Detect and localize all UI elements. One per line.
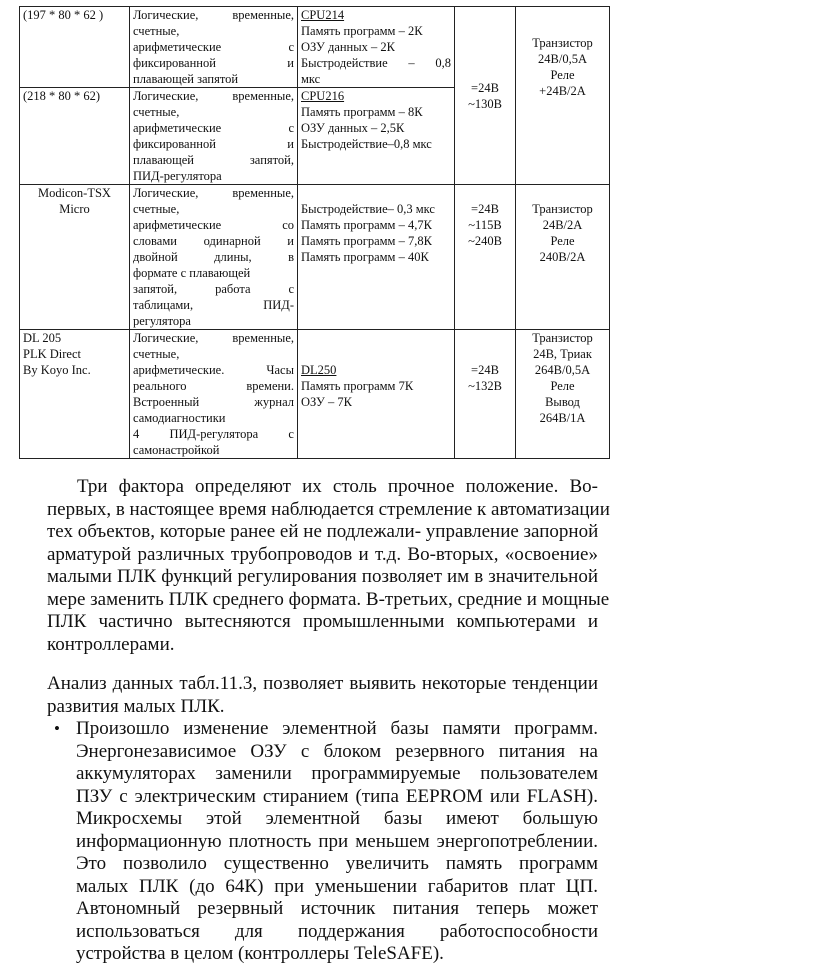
paragraph-line: Анализ данных табл.11.3, позволяет выявить некоторые тенденции xyxy=(47,673,598,694)
functions-line: фиксированной и xyxy=(133,137,294,151)
output-line: 24В/0,5А xyxy=(538,52,587,66)
bullet-line: информационную плотность при меньшем энергопотреблении. xyxy=(76,830,598,852)
cpu-line: Память программ – 7,8К xyxy=(301,234,432,248)
functions-line: регулятора xyxy=(133,314,191,328)
output-line: 240В/2А xyxy=(539,250,586,264)
functions-line: словами одинарной и xyxy=(133,234,294,248)
output-line: Реле xyxy=(550,68,575,82)
output-line: 24В/2А xyxy=(542,218,583,232)
cpu-line: ОЗУ данных – 2,5К xyxy=(301,121,405,135)
functions-line: арифметические со xyxy=(133,218,294,232)
power-cell xyxy=(455,185,516,330)
paragraph-analysis xyxy=(47,673,598,718)
functions-line: Логические, временные, xyxy=(133,186,294,200)
paragraph-line: первых, в настоящее время наблюдается стремление к автоматизации xyxy=(47,498,610,520)
model-line: Modicon-TSX xyxy=(38,186,111,200)
cpu-line: Быстродействие– 0,3 мкс xyxy=(301,202,435,216)
paragraph-line: ПЛК частично вытесняются промышленными компьютерами и xyxy=(47,611,598,632)
plc-spec-table xyxy=(19,6,610,459)
functions-line: формате с плавающей xyxy=(133,266,251,280)
bullet-line: использоваться для поддержания работоспособности xyxy=(76,920,598,942)
output-line: Транзистор xyxy=(532,331,593,345)
functions-line: реального времени. xyxy=(133,379,294,393)
paragraph-line: малыми ПЛК функций регулирования позволяет им в значительной xyxy=(47,566,598,587)
functions-line: счетные, xyxy=(133,24,180,38)
paragraph-line: тех объектов, которые ранее ей не подлежали- управление запорной xyxy=(47,521,599,542)
model-line: Micro xyxy=(59,202,90,216)
functions-line: таблицами, ПИД- xyxy=(133,298,294,312)
paragraph-line: арматурой различных трубопроводов и т.д. Во-вторых, «освоение» xyxy=(47,543,598,565)
functions-cell xyxy=(130,7,298,88)
table-row xyxy=(20,7,610,88)
functions-line: Логические, временные, xyxy=(133,8,294,22)
power-cell xyxy=(455,7,516,185)
cpu-name: DL250 xyxy=(301,363,337,377)
functions-line: арифметические с xyxy=(133,121,294,135)
bullet-line: ПЗУ с электрическим стиранием (типа EEPROM или FLASH). xyxy=(76,785,598,807)
bullet-line: Произошло изменение элементной базы памяти программ. xyxy=(76,718,598,739)
cpu-name: CPU216 xyxy=(301,89,345,103)
cpu-line: ОЗУ – 7К xyxy=(301,395,352,409)
bullet-line: Энергонезависимое ОЗУ с блоком резервного питания на xyxy=(76,740,598,762)
cpu-line: Быстродействие–0,8 мкс xyxy=(301,137,432,151)
functions-cell xyxy=(130,185,298,330)
functions-line: Логические, временные, xyxy=(133,89,294,103)
bullet-text xyxy=(76,718,598,966)
power-line: =24В xyxy=(471,202,499,216)
model-cell xyxy=(20,7,130,88)
output-line: Транзистор xyxy=(532,36,593,50)
table-row xyxy=(20,185,610,330)
power-cell xyxy=(455,330,516,459)
functions-line: арифметические. Часы xyxy=(133,363,294,377)
model-line: (218 * 80 * 62) xyxy=(23,89,101,103)
output-line: 264В/0,5А xyxy=(534,363,591,377)
bullet-line: аккумуляторах заменили программируемые пользователем xyxy=(76,763,598,784)
model-line: (197 * 80 * 62 ) xyxy=(23,8,104,22)
output-cell xyxy=(516,185,610,330)
functions-line: запятой, работа с xyxy=(133,282,294,296)
cpu-line: Память программ – 4,7К xyxy=(301,218,432,232)
model-line: PLK Direct xyxy=(23,347,81,361)
cpu-line: мкс xyxy=(301,72,321,86)
functions-cell xyxy=(130,88,298,185)
cpu-name: CPU214 xyxy=(301,8,345,22)
model-cell xyxy=(20,330,130,459)
bullet-line: Микросхемы этой элементной базы имеют большую xyxy=(76,808,598,829)
bullet-line: малых ПЛК (до 64К) при уменьшении габаритов плат ЦП. xyxy=(76,875,598,897)
paragraph-line: развития малых ПЛК. xyxy=(47,695,225,717)
functions-cell xyxy=(130,330,298,459)
output-line: Вывод xyxy=(545,395,580,409)
output-cell xyxy=(516,7,610,185)
output-line: 264В/1А xyxy=(539,411,586,425)
power-line: ~240В xyxy=(468,234,502,248)
output-line: 24В, Триак xyxy=(533,347,592,361)
bullet-line: Это позволило существенно увеличить память программ xyxy=(76,853,598,874)
functions-line: ПИД-регулятора xyxy=(133,169,222,183)
output-line: Реле xyxy=(550,379,575,393)
power-line: =24В xyxy=(471,80,499,95)
output-line: Транзистор xyxy=(532,202,593,216)
functions-line: самодиагностики xyxy=(133,411,226,425)
paragraph-line: контроллерами. xyxy=(47,633,175,655)
functions-line: плавающей запятой, xyxy=(133,153,294,167)
bullet-marker: • xyxy=(54,719,60,738)
output-cell xyxy=(516,330,610,459)
functions-line: Логические, временные, xyxy=(133,331,294,345)
cpu-cell xyxy=(298,7,455,88)
cpu-line: Память программ – 2К xyxy=(301,24,423,38)
cpu-line: Быстродействие – 0,8 xyxy=(301,56,451,70)
power-line: ~115В xyxy=(468,218,502,232)
cpu-line: ОЗУ данных – 2К xyxy=(301,40,395,54)
output-line: +24В/2А xyxy=(539,84,586,98)
cpu-cell xyxy=(298,185,455,330)
bullet-line: Автономный резервный источник питания теперь может xyxy=(76,898,598,919)
model-line: DL 205 xyxy=(23,331,62,345)
paragraph-line: Три фактора определяют их столь прочное положение. Во- xyxy=(77,476,598,497)
functions-line: арифметические с xyxy=(133,40,294,54)
cpu-line: Память программ – 8К xyxy=(301,105,423,119)
functions-line: счетные, xyxy=(133,202,180,216)
model-cell xyxy=(20,88,130,185)
functions-line: Встроенный журнал xyxy=(133,395,294,409)
paragraph-factors xyxy=(47,476,610,656)
cpu-cell xyxy=(298,88,455,185)
cpu-line: Память программ 7К xyxy=(301,379,414,393)
functions-line: плавающей запятой xyxy=(133,72,239,86)
output-line: Реле xyxy=(550,234,575,248)
cpu-line: Память программ – 40К xyxy=(301,250,429,264)
power-line: ~130В xyxy=(468,96,502,111)
functions-line: самонастройкой xyxy=(133,443,220,457)
table-row xyxy=(20,330,610,459)
power-line: =24В xyxy=(471,363,499,377)
model-cell xyxy=(20,185,130,330)
functions-line: счетные, xyxy=(133,105,180,119)
functions-line: счетные, xyxy=(133,347,180,361)
functions-line: фиксированной и xyxy=(133,56,294,70)
power-line: ~132В xyxy=(468,379,502,393)
functions-line: 4 ПИД-регулятора с xyxy=(133,427,294,441)
paragraph-line: мере заменить ПЛК среднего формата. В-третьих, средние и мощные xyxy=(47,588,610,610)
bullet-line: устройства в целом (контроллеры TeleSAFE). xyxy=(76,943,444,964)
cpu-cell xyxy=(298,330,455,459)
model-line: By Koyo Inc. xyxy=(23,363,91,377)
functions-line: двойной длины, в xyxy=(133,250,294,264)
